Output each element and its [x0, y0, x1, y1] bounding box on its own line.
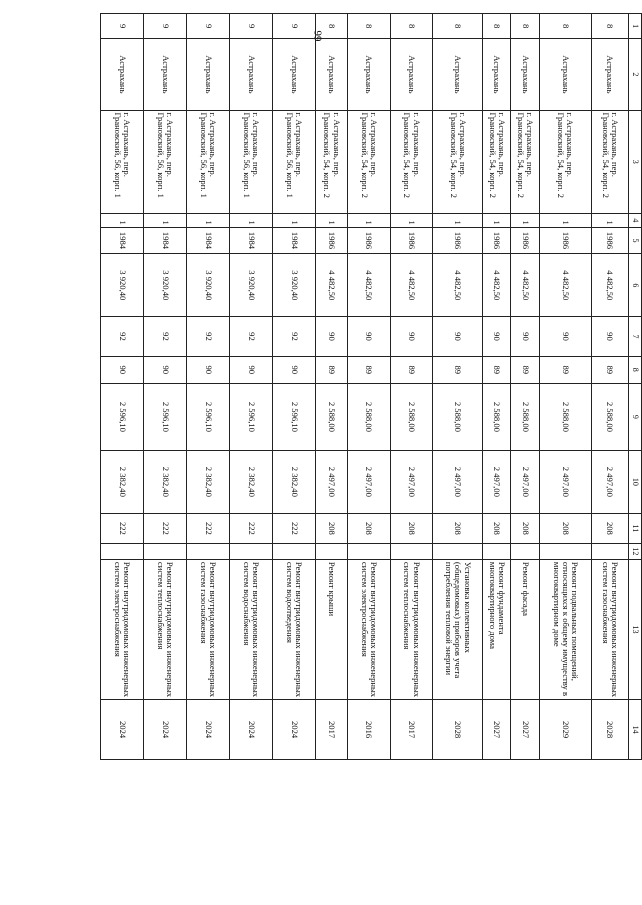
cell-col-9: 2 588,00	[511, 384, 539, 451]
cell-col-12	[230, 543, 273, 559]
cell-col-10: 2 497,00	[390, 450, 433, 513]
table-row	[144, 14, 187, 760]
cell-col-11: 222	[187, 513, 230, 543]
cell-col-5: 1986	[591, 227, 628, 253]
table-row	[539, 14, 591, 760]
cell-col-3: г. Астрахань, пер. Грановский, 54, корп. 2	[591, 110, 628, 213]
cell-col-7: 90	[591, 317, 628, 356]
column-number-row	[629, 14, 642, 760]
cell-col-10: 2 382,40	[272, 450, 315, 513]
cell-col-2: Астрахань	[390, 39, 433, 110]
cell-col-2: Астрахань	[272, 39, 315, 110]
cell-col-1: 9	[230, 14, 273, 39]
cell-col-1: 8	[483, 14, 511, 39]
cell-col-14: 2016	[347, 700, 390, 760]
cell-col-13: Ремонт внутридомовых инженерных систем водоснабжения	[230, 559, 273, 699]
cell-col-1: 8	[390, 14, 433, 39]
table-row	[433, 14, 483, 760]
cell-col-11: 208	[390, 513, 433, 543]
cell-col-13: Ремонт внутридомовых инженерных систем водоотведения	[272, 559, 315, 699]
capital-repair-table	[100, 13, 642, 760]
cell-col-6: 3 920,40	[144, 254, 187, 317]
cell-col-10: 2 497,00	[591, 450, 628, 513]
col-header-6: 6	[629, 254, 642, 317]
cell-col-1: 8	[539, 14, 591, 39]
cell-col-8: 90	[272, 356, 315, 384]
cell-col-14: 2024	[187, 700, 230, 760]
cell-col-2: Астрахань	[511, 39, 539, 110]
cell-col-9: 2 588,00	[483, 384, 511, 451]
cell-col-11: 208	[591, 513, 628, 543]
cell-col-7: 92	[101, 317, 144, 356]
cell-col-7: 92	[272, 317, 315, 356]
cell-col-9: 2 588,00	[390, 384, 433, 451]
cell-col-5: 1984	[101, 227, 144, 253]
cell-col-13: Ремонт внутридомовых инженерных систем электроснабжения	[347, 559, 390, 699]
cell-col-5: 1986	[483, 227, 511, 253]
cell-col-8: 90	[101, 356, 144, 384]
cell-col-12	[539, 543, 591, 559]
cell-col-7: 90	[539, 317, 591, 356]
cell-col-6: 4 482,50	[483, 254, 511, 317]
table-row	[187, 14, 230, 760]
cell-col-4: 1	[390, 213, 433, 227]
cell-col-11: 222	[272, 513, 315, 543]
cell-col-3: г. Астрахань, пер. Грановский, 56, корп. 1	[187, 110, 230, 213]
table-row	[230, 14, 273, 760]
cell-col-3: г. Астрахань, пер. Грановский, 56, корп. 1	[144, 110, 187, 213]
cell-col-12	[347, 543, 390, 559]
cell-col-8: 90	[144, 356, 187, 384]
cell-col-8: 89	[347, 356, 390, 384]
cell-col-4: 1	[433, 213, 483, 227]
cell-col-14: 2027	[511, 700, 539, 760]
col-header-8: 8	[629, 356, 642, 384]
cell-col-14: 2028	[591, 700, 628, 760]
cell-col-1: 8	[433, 14, 483, 39]
col-header-14: 14	[629, 700, 642, 760]
col-header-13: 13	[629, 559, 642, 699]
page-number: 66	[312, 30, 325, 42]
cell-col-5: 1986	[315, 227, 347, 253]
cell-col-7: 90	[433, 317, 483, 356]
cell-col-4: 1	[483, 213, 511, 227]
cell-col-7: 90	[347, 317, 390, 356]
cell-col-2: Астрахань	[230, 39, 273, 110]
cell-col-6: 4 482,50	[347, 254, 390, 317]
cell-col-13: Ремонт внутридомовых инженерных систем газоснабжения	[591, 559, 628, 699]
cell-col-8: 89	[511, 356, 539, 384]
cell-col-9: 2 588,00	[433, 384, 483, 451]
col-header-9: 9	[629, 384, 642, 451]
cell-col-8: 90	[187, 356, 230, 384]
col-header-11: 11	[629, 513, 642, 543]
cell-col-2: Астрахань	[101, 39, 144, 110]
cell-col-12	[433, 543, 483, 559]
cell-col-14: 2024	[101, 700, 144, 760]
table-row	[483, 14, 511, 760]
cell-col-7: 92	[187, 317, 230, 356]
cell-col-5: 1984	[230, 227, 273, 253]
cell-col-11: 208	[347, 513, 390, 543]
cell-col-8: 89	[591, 356, 628, 384]
cell-col-2: Астрахань	[483, 39, 511, 110]
cell-col-12	[187, 543, 230, 559]
cell-col-12	[315, 543, 347, 559]
cell-col-9: 2 596,10	[230, 384, 273, 451]
cell-col-8: 89	[315, 356, 347, 384]
cell-col-9: 2 588,00	[539, 384, 591, 451]
cell-col-2: Астрахань	[315, 39, 347, 110]
cell-col-11: 208	[539, 513, 591, 543]
cell-col-1: 9	[272, 14, 315, 39]
cell-col-7: 92	[144, 317, 187, 356]
cell-col-14: 2024	[230, 700, 273, 760]
table-row	[591, 14, 628, 760]
cell-col-9: 2 588,00	[315, 384, 347, 451]
cell-col-4: 1	[315, 213, 347, 227]
cell-col-6: 3 920,40	[101, 254, 144, 317]
cell-col-8: 89	[433, 356, 483, 384]
cell-col-9: 2 596,10	[101, 384, 144, 451]
cell-col-4: 1	[347, 213, 390, 227]
cell-col-9: 2 596,10	[272, 384, 315, 451]
cell-col-12	[101, 543, 144, 559]
cell-col-11: 222	[230, 513, 273, 543]
cell-col-9: 2 588,00	[347, 384, 390, 451]
cell-col-12	[483, 543, 511, 559]
cell-col-3: г. Астрахань, пер. Грановский, 56, корп. 1	[101, 110, 144, 213]
cell-col-7: 90	[483, 317, 511, 356]
cell-col-11: 208	[483, 513, 511, 543]
cell-col-9: 2 588,00	[591, 384, 628, 451]
col-header-5: 5	[629, 227, 642, 253]
cell-col-3: г. Астрахань, пер. Грановский, 54, корп. 2	[315, 110, 347, 213]
cell-col-12	[272, 543, 315, 559]
cell-col-6: 4 482,50	[315, 254, 347, 317]
cell-col-7: 90	[315, 317, 347, 356]
cell-col-12	[591, 543, 628, 559]
cell-col-2: Астрахань	[539, 39, 591, 110]
cell-col-14: 2017	[315, 700, 347, 760]
cell-col-12	[511, 543, 539, 559]
col-header-2: 2	[629, 39, 642, 110]
cell-col-1: 9	[101, 14, 144, 39]
cell-col-1: 9	[144, 14, 187, 39]
cell-col-4: 1	[539, 213, 591, 227]
cell-col-4: 1	[187, 213, 230, 227]
cell-col-12	[390, 543, 433, 559]
cell-col-4: 1	[272, 213, 315, 227]
cell-col-3: г. Астрахань, пер. Грановский, 56, корп. 1	[272, 110, 315, 213]
table-body	[101, 14, 629, 760]
cell-col-11: 208	[511, 513, 539, 543]
cell-col-11: 222	[144, 513, 187, 543]
col-header-7: 7	[629, 317, 642, 356]
cell-col-14: 2024	[272, 700, 315, 760]
col-header-10: 10	[629, 450, 642, 513]
cell-col-3: г. Астрахань, пер. Грановский, 54, корп. 2	[539, 110, 591, 213]
cell-col-13: Ремонт внутридомовых инженерных систем газоснабжения	[187, 559, 230, 699]
cell-col-3: г. Астрахань, пер. Грановский, 54, корп. 2	[347, 110, 390, 213]
table-row	[315, 14, 347, 760]
cell-col-6: 3 920,40	[187, 254, 230, 317]
cell-col-9: 2 596,10	[144, 384, 187, 451]
cell-col-2: Астрахань	[591, 39, 628, 110]
cell-col-5: 1986	[347, 227, 390, 253]
cell-col-4: 1	[144, 213, 187, 227]
cell-col-3: г. Астрахань, пер. Грановский, 56, корп. 1	[230, 110, 273, 213]
table-row	[390, 14, 433, 760]
cell-col-6: 3 920,40	[230, 254, 273, 317]
cell-col-4: 1	[230, 213, 273, 227]
cell-col-4: 1	[591, 213, 628, 227]
cell-col-3: г. Астрахань, пер. Грановский, 54, корп. 2	[433, 110, 483, 213]
cell-col-5: 1984	[144, 227, 187, 253]
cell-col-8: 90	[230, 356, 273, 384]
cell-col-5: 1986	[433, 227, 483, 253]
cell-col-6: 3 920,40	[272, 254, 315, 317]
cell-col-14: 2027	[483, 700, 511, 760]
col-header-3: 3	[629, 110, 642, 213]
cell-col-8: 89	[390, 356, 433, 384]
cell-col-5: 1984	[272, 227, 315, 253]
cell-col-2: Астрахань	[433, 39, 483, 110]
cell-col-10: 2 497,00	[347, 450, 390, 513]
col-header-1: 1	[629, 14, 642, 39]
cell-col-13: Ремонт внутридомовых инженерных систем теплоснабжения	[390, 559, 433, 699]
cell-col-1: 8	[511, 14, 539, 39]
cell-col-1: 8	[347, 14, 390, 39]
cell-col-13: Ремонт внутридомовых инженерных систем электроснабжения	[101, 559, 144, 699]
cell-col-10: 2 382,40	[187, 450, 230, 513]
cell-col-1: 8	[315, 14, 347, 39]
col-header-4: 4	[629, 213, 642, 227]
cell-col-13: Ремонт внутридомовых инженерных систем теплоснабжения	[144, 559, 187, 699]
cell-col-6: 4 482,50	[433, 254, 483, 317]
cell-col-13: Установка коллективных (общедомовых) приборов учета потребления тепловой энергии	[433, 559, 483, 699]
cell-col-10: 2 382,40	[101, 450, 144, 513]
cell-col-9: 2 596,10	[187, 384, 230, 451]
cell-col-13: Ремонт фасада	[511, 559, 539, 699]
cell-col-10: 2 382,40	[230, 450, 273, 513]
cell-col-14: 2028	[433, 700, 483, 760]
cell-col-14: 2017	[390, 700, 433, 760]
cell-col-6: 4 482,50	[539, 254, 591, 317]
cell-col-3: г. Астрахань, пер. Грановский, 54, корп. 2	[390, 110, 433, 213]
cell-col-13: Ремонт фундамента многоквартирного дома	[483, 559, 511, 699]
cell-col-11: 222	[101, 513, 144, 543]
cell-col-3: г. Астрахань, пер. Грановский, 54, корп. 2	[483, 110, 511, 213]
cell-col-5: 1984	[187, 227, 230, 253]
table-row	[272, 14, 315, 760]
cell-col-11: 208	[315, 513, 347, 543]
cell-col-10: 2 497,00	[483, 450, 511, 513]
cell-col-11: 208	[433, 513, 483, 543]
cell-col-6: 4 482,50	[591, 254, 628, 317]
cell-col-6: 4 482,50	[511, 254, 539, 317]
cell-col-10: 2 497,00	[433, 450, 483, 513]
cell-col-2: Астрахань	[187, 39, 230, 110]
cell-col-2: Астрахань	[347, 39, 390, 110]
cell-col-7: 90	[511, 317, 539, 356]
cell-col-10: 2 497,00	[511, 450, 539, 513]
cell-col-12	[144, 543, 187, 559]
cell-col-8: 89	[483, 356, 511, 384]
cell-col-3: г. Астрахань, пер. Грановский, 54, корп. 2	[511, 110, 539, 213]
cell-col-13: Ремонт крыши	[315, 559, 347, 699]
cell-col-10: 2 382,40	[144, 450, 187, 513]
table-row	[347, 14, 390, 760]
rotated-table-container	[100, 13, 642, 760]
cell-col-5: 1986	[390, 227, 433, 253]
cell-col-7: 90	[390, 317, 433, 356]
cell-col-1: 8	[591, 14, 628, 39]
cell-col-8: 89	[539, 356, 591, 384]
cell-col-7: 92	[230, 317, 273, 356]
cell-col-1: 9	[187, 14, 230, 39]
col-header-12: 12	[629, 543, 642, 559]
cell-col-5: 1986	[539, 227, 591, 253]
cell-col-14: 2029	[539, 700, 591, 760]
cell-col-14: 2024	[144, 700, 187, 760]
cell-col-4: 1	[511, 213, 539, 227]
cell-col-5: 1986	[511, 227, 539, 253]
table-row	[101, 14, 144, 760]
cell-col-2: Астрахань	[144, 39, 187, 110]
cell-col-10: 2 497,00	[315, 450, 347, 513]
cell-col-13: Ремонт подвальных помещений, относящихся к общему имуществу в многоквартирном доме	[539, 559, 591, 699]
cell-col-10: 2 497,00	[539, 450, 591, 513]
cell-col-6: 4 482,50	[390, 254, 433, 317]
table-row	[511, 14, 539, 760]
cell-col-4: 1	[101, 213, 144, 227]
